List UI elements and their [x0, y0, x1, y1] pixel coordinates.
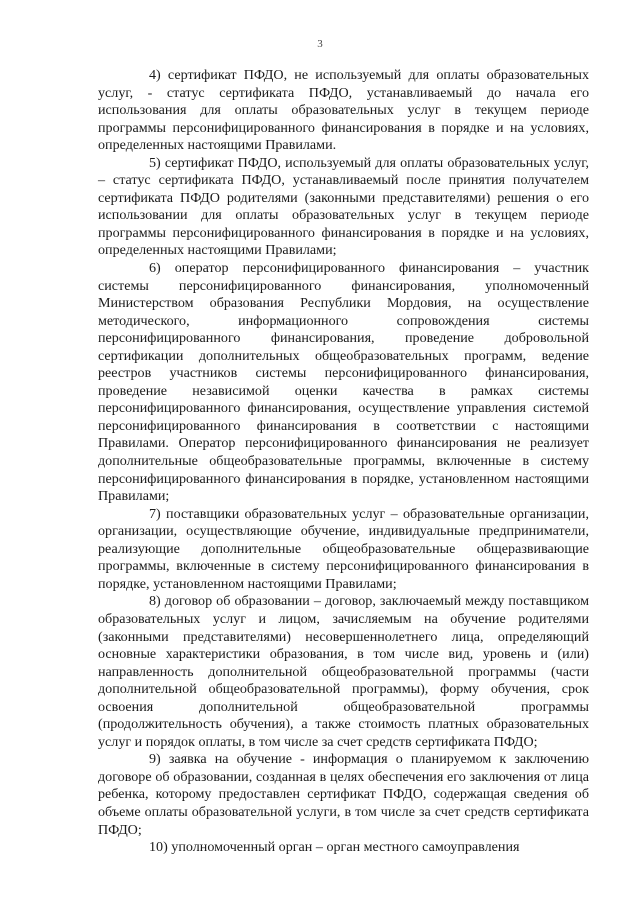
- paragraph-item-5: 5) сертификат ПФДО, используемый для оплаты образовательных услуг, – статус сертификата ПФДО, устанавливаемый после принятия получателем сертификата ПФДО родителями (законными представителями) решения о его использовании для оплаты образовательных услуг в текущем периоде программы персонифицированного финансирования в порядке и на условиях, определенных настоящими Правилами;: [98, 154, 589, 259]
- paragraph-item-7: 7) поставщики образовательных услуг – образовательные организации, организации, осуществляющие обучение, индивидуальные предприниматели, реализующие дополнительные общеобразовательные общеразвивающие программы, включенные в систему персонифицированного финансирования в порядке, установленном настоящими Правилами;: [98, 505, 589, 592]
- paragraph-item-9: 9) заявка на обучение - информация о планируемом к заключению договоре об образовании, созданная в целях обеспечения его заключения от лица ребенка, которому предоставлен сертификат ПФДО, содержащая сведения об объеме оплаты образовательной услуги, в том числе за счет средств сертификата ПФДО;: [98, 751, 589, 838]
- document-body: [98, 67, 589, 857]
- paragraph-item-6: 6) оператор персонифицированного финансирования – участник системы персонифицированного финансирования, уполномоченный Министерством образования Республики Мордовия, на осуществление методического, информационного сопровождения системы персонифицированного финансирования, проведение добровольной сертификации дополнительных общеобразовательных программ, ведение реестров участников системы персонифицированного финансирования, проведение независимой оценки качества в рамках системы персонифицированного финансирования, осуществление управления системой персонифицированного финансирования в соответствии с настоящими Правилами. Оператор персонифицированного финансирования не реализует дополнительные общеобразовательные программы, включенные в систему персонифицированного финансирования в порядке, установленном настоящими Правилами;: [98, 260, 589, 505]
- paragraph-item-10: 10) уполномоченный орган – орган местного самоуправления: [149, 839, 520, 856]
- paragraph-item-4: 4) сертификат ПФДО, не используемый для оплаты образовательных услуг, - статус сертификата ПФДО, устанавливаемый до начала его использования для оплаты образовательных услуг в текущем периоде программы персонифицированного финансирования в порядке и на условиях, определенных настоящими Правилами.: [98, 67, 589, 154]
- paragraph-item-8: 8) договор об образовании – договор, заключаемый между поставщиком образовательных услуг и лицом, зачисляемым на обучение родителями (законными представителями) несовершеннолетнего лица, определяющий основные характеристики образования, в том числе вид, уровень и (или) направленность дополнительной общеобразовательной программы (части дополнительной общеобразовательной программы), форму обучения, срок освоения дополнительной общеобразовательной программы (продолжительность обучения), а также стоимость платных образовательных услуг и порядок оплаты, в том числе за счет средств сертификата ПФДО;: [98, 593, 589, 750]
- page-number: 3: [317, 38, 323, 50]
